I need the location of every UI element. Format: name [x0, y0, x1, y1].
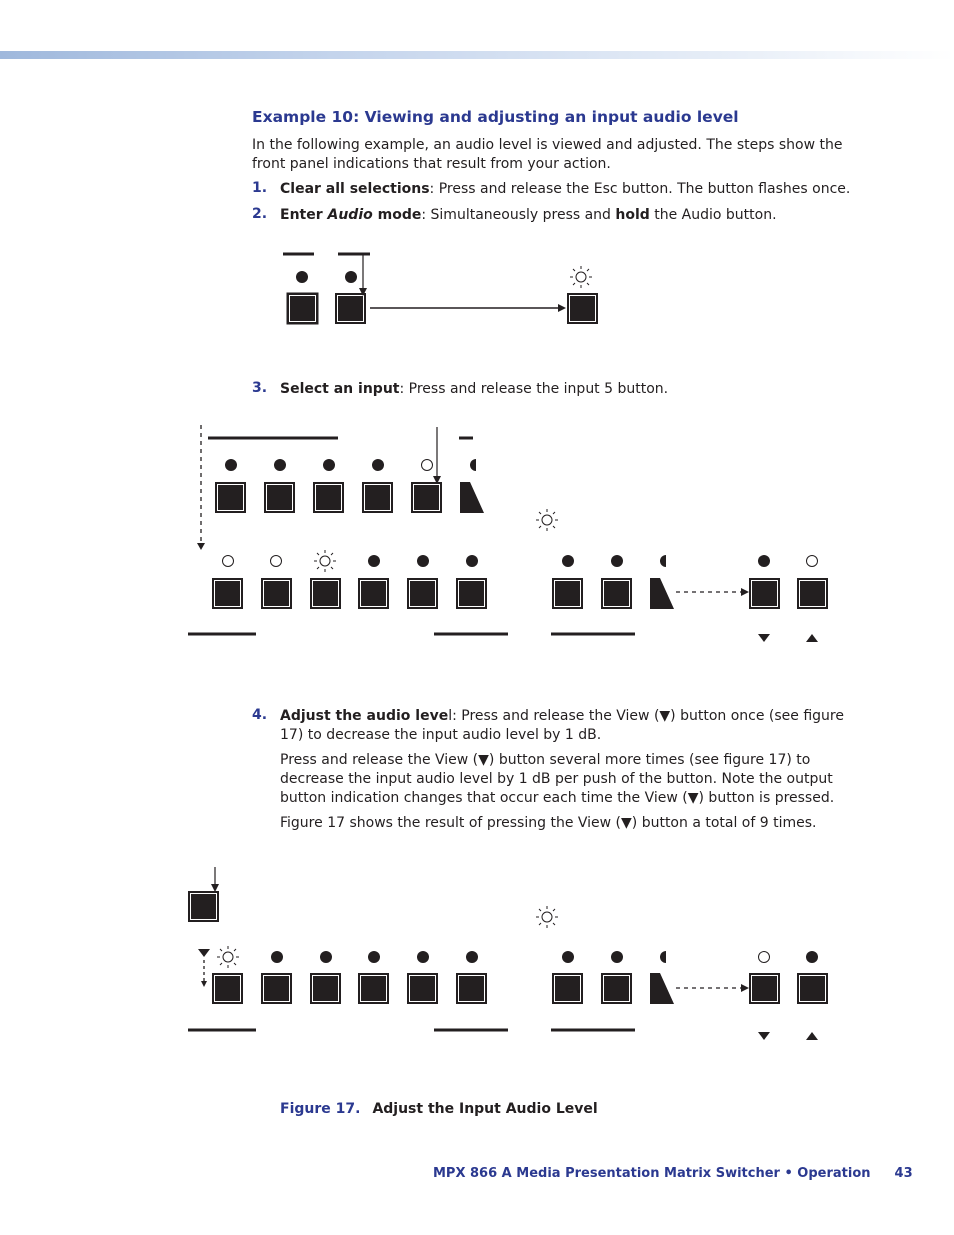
led-on-icon — [320, 951, 332, 963]
led-on-icon — [562, 951, 574, 963]
dashed-arrow — [676, 984, 749, 992]
led-blink-icon — [217, 946, 239, 968]
led-on-icon — [368, 951, 380, 963]
step-4-paragraph: Figure 17 shows the result of pressing the View (▼) button a total of 9 times. — [280, 815, 817, 831]
step-2-desc: : Simultaneously press and — [421, 207, 616, 223]
step-4-paragraph: Press and release the View (▼) button several more times (see figure 17) to decrease the input audio level by 1 dB per push of the button. Note the output button indication changes that occur each time the View (▼) button is pressed. — [280, 752, 835, 806]
figure-label: Figure 17. — [280, 1101, 361, 1117]
step-2-bold-mode: mode — [372, 207, 422, 223]
step-3-desc: : Press and release the input 5 button. — [399, 381, 669, 397]
view-up-button[interactable] — [797, 973, 828, 1004]
led-blink-icon — [536, 906, 558, 928]
step-number: 1. — [252, 180, 268, 196]
figure-caption — [280, 1101, 598, 1117]
step-2-desc-end: the Audio button. — [649, 207, 777, 223]
led-on-icon — [271, 951, 283, 963]
press-arrow — [211, 867, 219, 892]
page-number: 43 — [894, 1166, 913, 1181]
intro-paragraph: In the following example, an audio level is viewed and adjusted. The steps show the front panel indications that result from your action. — [252, 137, 843, 172]
page-footer — [433, 1166, 913, 1181]
step-number: 3. — [252, 380, 268, 396]
arrow-down-icon — [198, 949, 210, 957]
step-3-bold: Select an input — [280, 381, 400, 397]
led-on-icon — [611, 951, 623, 963]
led-half-icon — [660, 951, 666, 963]
output-button-6[interactable] — [456, 973, 487, 1004]
led-on-icon — [806, 951, 818, 963]
view-down-button[interactable] — [749, 973, 780, 1004]
arrow-up-icon — [806, 1032, 818, 1040]
led-on-icon — [417, 951, 429, 963]
control-button-1[interactable] — [552, 973, 583, 1004]
step-2-hold: hold — [615, 207, 650, 223]
output-button-1[interactable] — [212, 973, 243, 1004]
output-button-4[interactable] — [358, 973, 389, 1004]
section-heading: Example 10: Viewing and adjusting an input audio level — [252, 108, 739, 126]
control-button-partial[interactable] — [650, 973, 674, 1004]
output-button-5[interactable] — [407, 973, 438, 1004]
led-off-icon — [759, 952, 770, 963]
step-number: 4. — [252, 707, 268, 723]
figure-title: Adjust the Input Audio Level — [372, 1101, 598, 1117]
output-button-2[interactable] — [261, 973, 292, 1004]
step-4-desc: l: Press and release the View (▼) button once (see figure 17) to decrease the input audio level by 1 dB. — [280, 708, 844, 743]
step-2-italic: Audio — [327, 207, 373, 223]
led-on-icon — [466, 951, 478, 963]
dashed-arrow — [201, 960, 207, 987]
step-1-desc: : Press and release the Esc button. The button flashes once. — [429, 181, 851, 197]
view-button[interactable] — [188, 891, 219, 922]
control-button-2[interactable] — [601, 973, 632, 1004]
step-1-bold: Clear all selections — [280, 181, 430, 197]
output-button-3[interactable] — [310, 973, 341, 1004]
footer-text: MPX 866 A Media Presentation Matrix Switcher • Operation — [433, 1166, 871, 1181]
arrow-down-icon — [758, 1032, 770, 1040]
step-2-bold: Enter — [280, 207, 328, 223]
step-number: 2. — [252, 206, 268, 222]
step-4-bold: Adjust the audio leve — [280, 708, 449, 724]
